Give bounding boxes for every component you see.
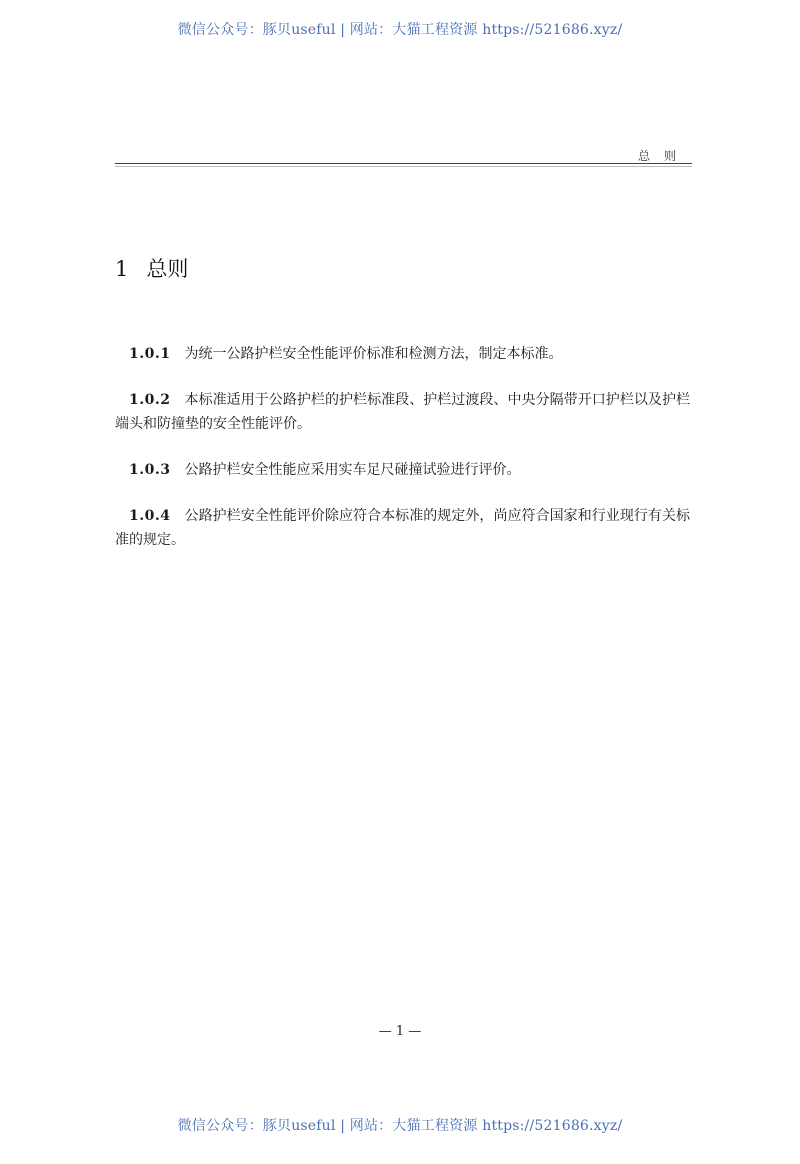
clause-number: 1.0.2 bbox=[129, 392, 171, 408]
page-number: — 1 — bbox=[378, 1024, 422, 1039]
header-rule-secondary bbox=[115, 166, 692, 167]
clause-text: 公路护栏安全性能评价除应符合本标准的规定外，尚应符合国家和行业现行有关标准的规定。 bbox=[115, 508, 690, 548]
clause-1-0-4 bbox=[115, 504, 690, 552]
header-rule bbox=[115, 163, 692, 164]
clause-list bbox=[115, 342, 690, 574]
watermark-top: 微信公众号：豚贝useful | 网站：大猫工程资源 https://521686.xyz/ bbox=[177, 22, 623, 38]
clause-1-0-1 bbox=[115, 342, 690, 366]
chapter-number: 1 bbox=[115, 257, 129, 281]
clause-1-0-2 bbox=[115, 388, 690, 436]
clause-number: 1.0.1 bbox=[129, 346, 171, 362]
clause-number: 1.0.3 bbox=[129, 462, 171, 478]
clause-1-0-3 bbox=[115, 458, 690, 482]
clause-text: 为统一公路护栏安全性能评价标准和检测方法，制定本标准。 bbox=[184, 346, 563, 362]
running-header: 总则 bbox=[637, 149, 690, 163]
clause-text: 本标准适用于公路护栏的护栏标准段、护栏过渡段、中央分隔带开口护栏以及护栏端头和防撞垫的安全性能评价。 bbox=[115, 392, 690, 432]
clause-text: 公路护栏安全性能应采用实车足尺碰撞试验进行评价。 bbox=[184, 462, 521, 478]
clause-number: 1.0.4 bbox=[129, 508, 171, 524]
watermark-bottom: 微信公众号：豚贝useful | 网站：大猫工程资源 https://521686.xyz/ bbox=[177, 1118, 623, 1134]
chapter-title bbox=[115, 253, 188, 283]
chapter-title-text: 总则 bbox=[146, 257, 189, 281]
